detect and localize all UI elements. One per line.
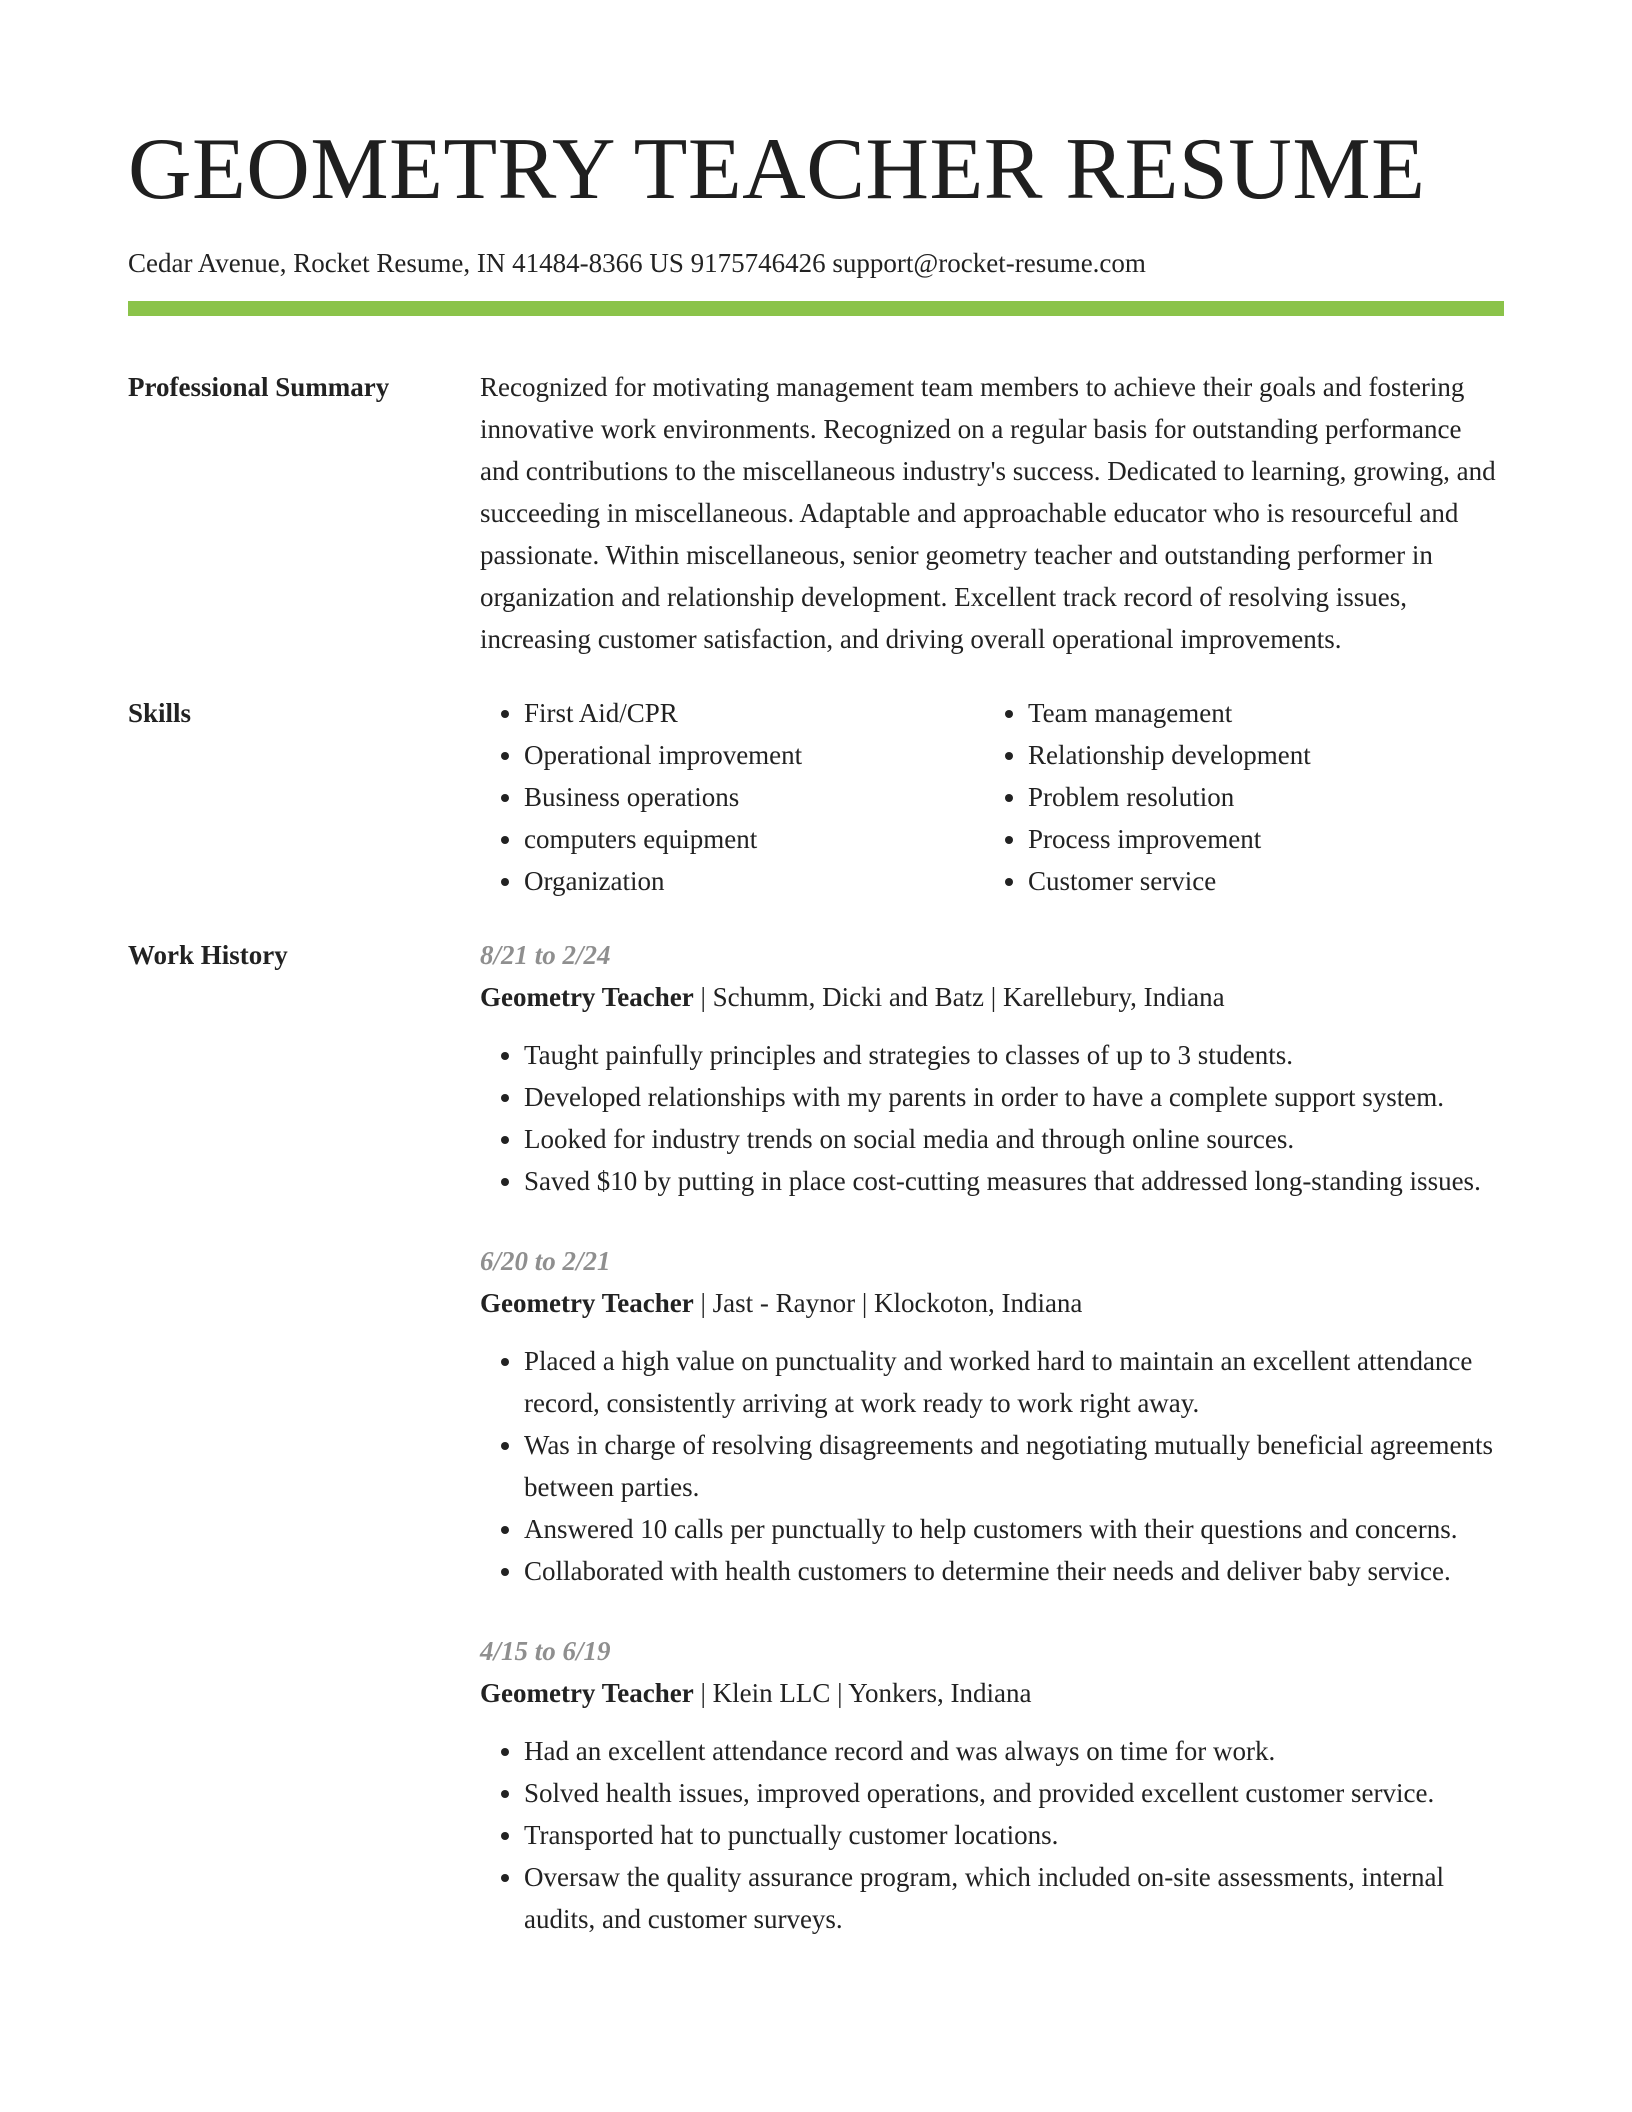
job-dates: 4/15 to 6/19 bbox=[480, 1636, 611, 1666]
summary-section bbox=[128, 366, 1504, 660]
job-duties bbox=[480, 1340, 1504, 1592]
job-header bbox=[480, 1282, 1504, 1324]
summary-text: Recognized for motivating management team members to achieve their goals and fostering innovative work environments. Recognized on a regular basis for outstanding performance and contributions to the miscellaneous industry's success. Dedicated to learning, growing, and succeeding in miscellaneous. Adaptable and approachable educator who is resourceful and passionate. Within miscellaneous, senior geometry teacher and outstanding performer in organization and relationship development. Excellent track record of resolving issues, increasing customer satisfaction, and driving overall operational improvements. bbox=[480, 372, 1496, 654]
duty-item: • Developed relationships with my parents in order to have a complete support system. bbox=[524, 1076, 1504, 1118]
duty-item: • Looked for industry trends on social media and through online sources. bbox=[524, 1118, 1504, 1160]
skills-columns bbox=[480, 692, 1504, 902]
job-duties bbox=[480, 1730, 1504, 1940]
duty-item: • Collaborated with health customers to determine their needs and deliver baby service. bbox=[524, 1550, 1504, 1592]
skills-heading: Skills bbox=[128, 698, 192, 728]
job-details: | Schumm, Dicki and Batz | Karellebury, Indiana bbox=[693, 982, 1225, 1012]
accent-divider bbox=[128, 301, 1504, 316]
duty-item: • Placed a high value on punctuality and worked hard to maintain an excellent attendance record, consistently arriving at work ready to work right away. bbox=[524, 1340, 1504, 1424]
summary-heading: Professional Summary bbox=[128, 372, 390, 402]
skill-item: • Business operations bbox=[524, 776, 984, 818]
contact-line: Cedar Avenue, Rocket Resume, IN 41484-8366 US 9175746426 support@rocket-resume.com bbox=[128, 248, 1146, 278]
job-dates: 8/21 to 2/24 bbox=[480, 940, 611, 970]
resume-page bbox=[128, 0, 1504, 1940]
duty-item: • Saved $10 by putting in place cost-cutting measures that addressed long-standing issues. bbox=[524, 1160, 1504, 1202]
job-entry bbox=[480, 934, 1504, 1202]
job-header bbox=[480, 976, 1504, 1018]
duty-item: • Answered 10 calls per punctually to help customers with their questions and concerns. bbox=[524, 1508, 1504, 1550]
duty-item: • Taught painfully principles and strategies to classes of up to 3 students. bbox=[524, 1034, 1504, 1076]
job-header bbox=[480, 1672, 1504, 1714]
skill-item: • Organization bbox=[524, 860, 984, 902]
duty-item: • Oversaw the quality assurance program, which included on-site assessments, internal audits, and customer surveys. bbox=[524, 1856, 1504, 1940]
skill-item: • Customer service bbox=[1028, 860, 1488, 902]
job-title: Geometry Teacher bbox=[480, 1678, 694, 1708]
work-history-heading: Work History bbox=[128, 940, 288, 970]
job-details: | Jast - Raynor | Klockoton, Indiana bbox=[693, 1288, 1083, 1318]
resume-title: GEOMETRY TEACHER RESUME bbox=[128, 121, 1426, 218]
duty-item: • Transported hat to punctually customer locations. bbox=[524, 1814, 1504, 1856]
skill-item: • First Aid/CPR bbox=[524, 692, 984, 734]
job-duties bbox=[480, 1034, 1504, 1202]
job-title: Geometry Teacher bbox=[480, 982, 694, 1012]
job-dates: 6/20 to 2/21 bbox=[480, 1246, 611, 1276]
skills-list-right bbox=[984, 692, 1488, 902]
job-title: Geometry Teacher bbox=[480, 1288, 694, 1318]
duty-item: • Had an excellent attendance record and was always on time for work. bbox=[524, 1730, 1504, 1772]
skill-item: • Process improvement bbox=[1028, 818, 1488, 860]
job-entry bbox=[480, 1630, 1504, 1940]
duty-item: • Was in charge of resolving disagreements and negotiating mutually beneficial agreements between parties. bbox=[524, 1424, 1504, 1508]
work-history-body bbox=[480, 934, 1504, 1940]
skill-item: • Problem resolution bbox=[1028, 776, 1488, 818]
work-history-section bbox=[128, 934, 1504, 1940]
job-details: | Klein LLC | Yonkers, Indiana bbox=[693, 1678, 1032, 1708]
skill-item: • Team management bbox=[1028, 692, 1488, 734]
duty-item: • Solved health issues, improved operations, and provided excellent customer service. bbox=[524, 1772, 1504, 1814]
skills-list-left bbox=[480, 692, 984, 902]
skill-item: • Relationship development bbox=[1028, 734, 1488, 776]
skill-item: • Operational improvement bbox=[524, 734, 984, 776]
skill-item: • computers equipment bbox=[524, 818, 984, 860]
skills-section bbox=[128, 692, 1504, 902]
job-entry bbox=[480, 1240, 1504, 1592]
